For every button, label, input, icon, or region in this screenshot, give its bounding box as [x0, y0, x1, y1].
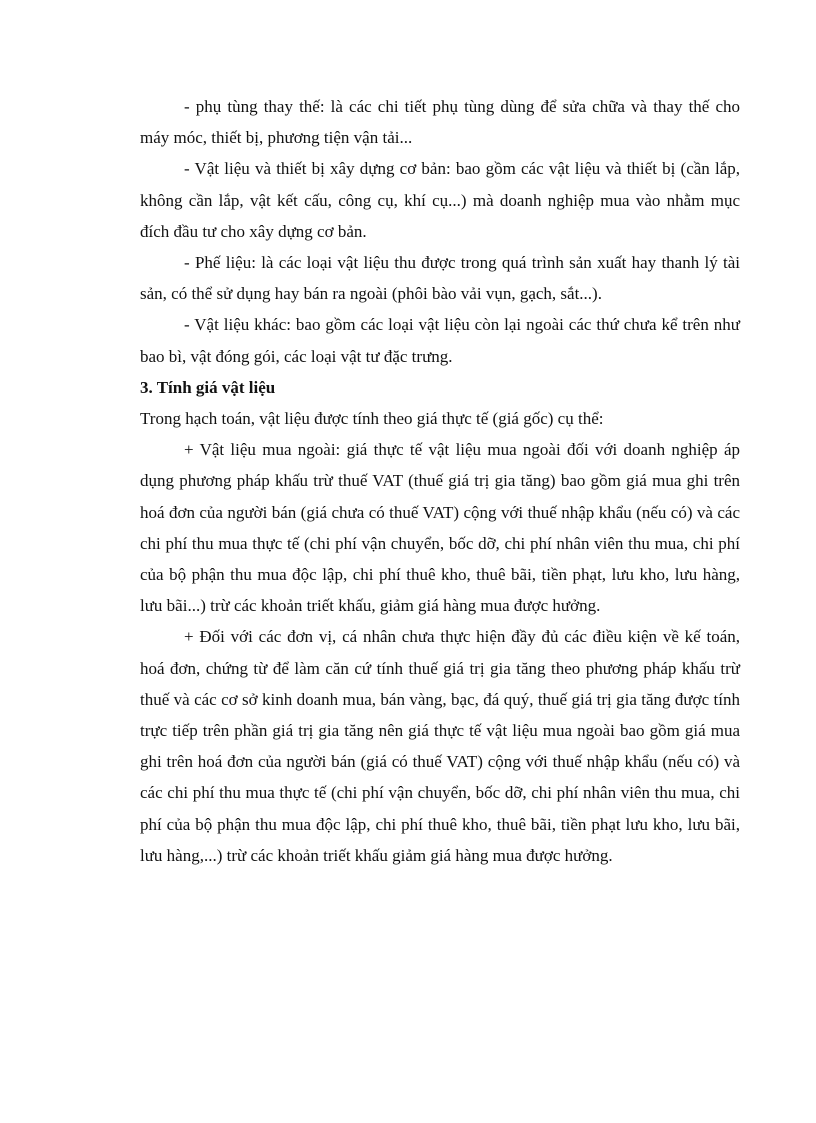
section-heading: 3. Tính giá vật liệu: [140, 377, 276, 397]
paragraph-other-materials: - Vật liệu khác: bao gồm các loại vật liệu còn lại ngoài các thứ chưa kể trên như bao bì, vật đóng gói, các loại vật tư đặc trưng.: [140, 315, 740, 366]
item-direct-vat-units: + Đối với các đơn vị, cá nhân chưa thực hiện đầy đủ các điều kiện về kế toán, hoá đơn, chứng từ để làm căn cứ tính thuế giá trị gia tăng theo phương pháp khấu trừ thuế và các cơ sở kinh doanh mua, bán vàng, bạc, đá quý, thuế giá trị gia tăng được tính trực tiếp trên phần giá trị gia tăng nên giá thực tế vật liệu mua ngoài bao gồm giá mua ghi trên hoá đơn của người bán (giá có thuế VAT) cộng với thuế nhập khẩu (nếu có) và các chi phí thu mua thực tế (chi phí vận chuyển, bốc dỡ, chi phí nhân viên thu mua, chi phí của bộ phận thu mua độc lập, chi phí thuê kho, thuê bãi, tiền phạt lưu kho, lưu bãi, lưu hàng,...) trừ các khoản triết khấu giảm giá hàng mua được hưởng.: [140, 627, 740, 865]
document-page: [140, 91, 740, 871]
item-purchased-materials: + Vật liệu mua ngoài: giá thực tế vật liệu mua ngoài đối với doanh nghiệp áp dụng phương pháp khấu trừ thuế VAT (thuế giá trị gia tăng) bao gồm giá mua ghi trên hoá đơn của người bán (giá chưa có thuế VAT) cộng với thuế nhập khẩu (nếu có) và các chi phí thu mua thực tế (chi phí vận chuyển, bốc dỡ, chi phí nhân viên thu mua, chi phí của bộ phận thu mua độc lập, chi phí thuê kho, thuê bãi, tiền phạt, lưu kho, lưu hàng, lưu bãi...) trừ các khoản triết khấu, giảm giá hàng mua được hưởng.: [140, 440, 740, 616]
paragraph-spare-parts: - phụ tùng thay thế: là các chi tiết phụ tùng dùng để sửa chữa và thay thế cho máy móc, thiết bị, phương tiện vận tải...: [140, 97, 740, 148]
intro-paragraph: Trong hạch toán, vật liệu được tính theo giá thực tế (giá gốc) cụ thể:: [140, 409, 604, 429]
paragraph-scrap: - Phế liệu: là các loại vật liệu thu được trong quá trình sản xuất hay thanh lý tài sản, có thể sử dụng hay bán ra ngoài (phôi bào vải vụn, gạch, sắt...).: [140, 253, 740, 304]
paragraph-construction-materials: - Vật liệu và thiết bị xây dựng cơ bản: bao gồm các vật liệu và thiết bị (cần lắp, không cần lắp, vật kết cấu, công cụ, khí cụ...) mà doanh nghiệp mua vào nhằm mục đích đầu tư cho xây dựng cơ bản.: [140, 159, 740, 241]
